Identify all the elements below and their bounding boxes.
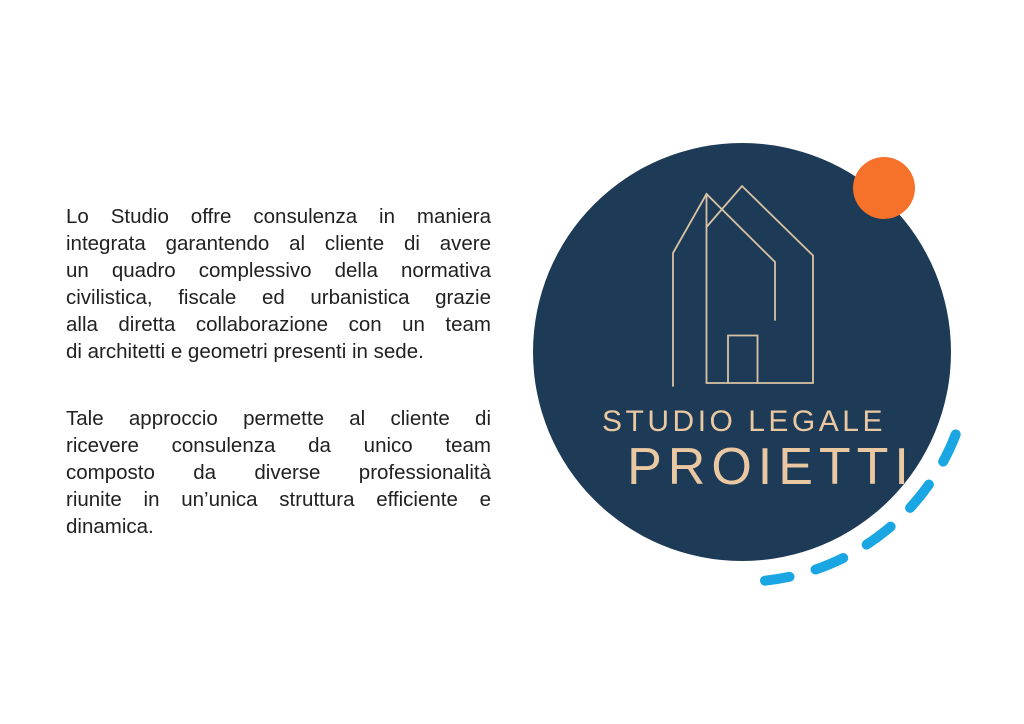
paragraph-servizio-integrato (66, 203, 491, 365)
intro-text-block (66, 203, 491, 540)
text-line: Tale approccio permette al cliente di (66, 407, 491, 430)
paragraph-approccio-team (66, 405, 491, 540)
text-line: integrata garantendo al cliente di avere (66, 232, 491, 255)
logo-studio-legale-text: STUDIO LEGALE (602, 405, 886, 438)
studio-legale-proietti-logo (520, 130, 980, 610)
text-line: di architetti e geometri presenti in sede. (66, 340, 424, 363)
text-line: alla diretta collaborazione con un team (66, 313, 491, 336)
text-line: composto da diverse professionalità (66, 461, 491, 484)
text-line: dinamica. (66, 515, 154, 538)
orange-accent-dot (853, 157, 915, 219)
text-line: civilistica, fiscale ed urbanistica grazie (66, 286, 491, 309)
logo-proietti-text: PROIETTI (627, 438, 915, 496)
text-line: riunite in un’unica struttura efficiente e (66, 488, 491, 511)
text-line: ricevere consulenza da unico team (66, 434, 491, 457)
text-line: Lo Studio offre consulenza in maniera (66, 205, 491, 228)
text-line: un quadro complessivo della normativa (66, 259, 491, 282)
